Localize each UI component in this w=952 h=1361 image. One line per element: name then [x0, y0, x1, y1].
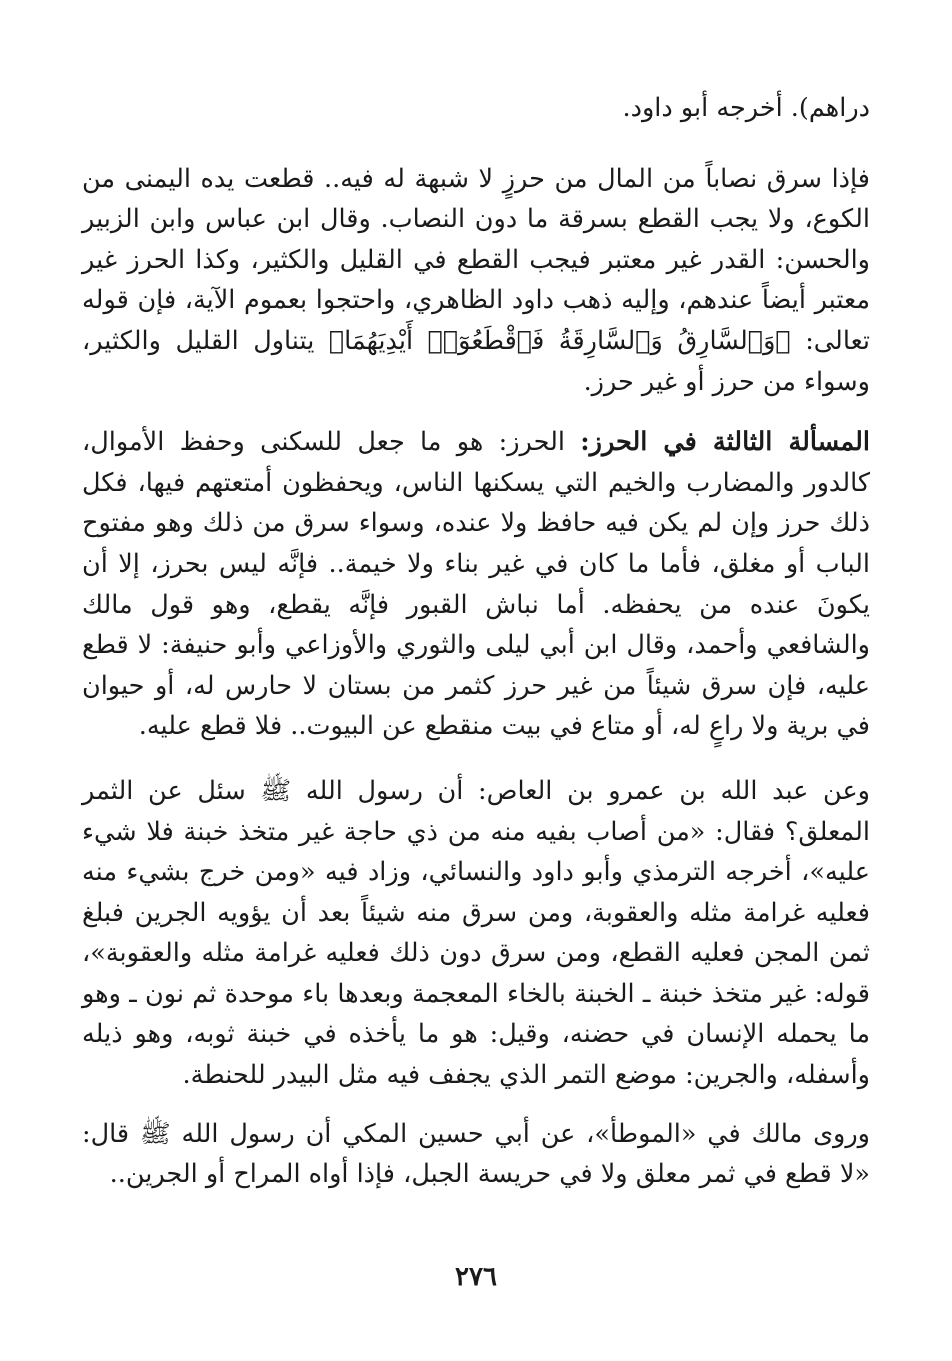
paragraph-5: وروى مالك في «الموطأ»، عن أبي حسين المكي أن رسول الله ﷺ قال: «لا قطع في ثمر معلق ولا في حريسة الجبل، فإذا أواه المراح أو الجرين.. — [82, 1118, 870, 1190]
paragraph-2: فإذا سرق نصاباً من المال من حرزٍ لا شبهة له فيه.. قطعت يده اليمنى من الكوع، ولا يجب القطع بسرقة ما دون النصاب. وقال ابن عباس وابن الزبير والحسن: القدر غير معتبر فيجب القطع في القليل والكثير، وكذا الحرز غير معتبر أيضاً عندهم، وإليه ذهب داود الظاهري، واحتجوا بعموم الآية، فإن قوله تعالى: ﴿وَٱلسَّارِقُ وَٱلسَّارِقَةُ فَٱقْطَعُوٓا۟ أَيْدِيَهُمَا﴾ يتناول القليل والكثير، وسواء من حرز أو غير حرز. — [82, 163, 870, 397]
paragraph-4: وعن عبد الله بن عمرو بن العاص: أن رسول الله ﷺ سئل عن الثمر المعلق؟ فقال: «من أصاب بفيه منه من ذي حاجة غير متخذ خبنة فلا شيء عليه»، أخرجه الترمذي وأبو داود والنسائي، وزاد فيه «ومن خرج بشيء منه فعليه غرامة مثله والعقوبة، ومن سرق منه شيئاً بعد أن يؤويه الجرين فبلغ ثمن المجن فعليه القطع، ومن سرق دون ذلك فعليه غرامة مثله والعقوبة»، قوله: غير متخذ خبنة ـ الخبنة بالخاء المعجمة وبعدها باء موحدة ثم نون ـ وهو ما يحمله الإنسان في حضنه، وقيل: هو ما يأخذه في خبنة ثوبه، وهو ذيله وأسفله، والجرين: موضع التمر الذي يجفف فيه مثل البيدر للحنطة. — [82, 775, 870, 1091]
paragraph-3 — [82, 422, 870, 747]
paragraph-3-text: الحرز: هو ما جعل للسكنى وحفظ الأموال، كالدور والمضارب والخيم التي يسكنها الناس، ويحفظون أمتعتهم فيها، فكل ذلك حرز وإن لم يكن فيه حافظ ولا عنده، وسواء سرق من ذلك وهو مفتوح الباب أو مغلق، فأما ما كان في غير بناء ولا خيمة.. فإنَّه ليس بحرز، إلا أن يكونَ عنده من يحفظه. أما نباش القبور فإنَّه يقطع، وهو قول مالك والشافعي وأحمد، وقال ابن أبي ليلى والثوري والأوزاعي وأبو حنيفة: لا قطع عليه، فإن سرق شيئاً من غير حرز كثمر من بستان لا حارس له، أو حيوان في برية ولا راعٍ له، أو متاع في بيت منقطع عن البيوت.. فلا قطع عليه. — [82, 427, 870, 742]
section-heading: المسألة الثالثة في الحرز: — [580, 427, 871, 458]
page-number: ٢٧٦ — [455, 1262, 497, 1292]
paragraph-1: دراهم). أخرجه أبو داود. — [622, 93, 870, 123]
